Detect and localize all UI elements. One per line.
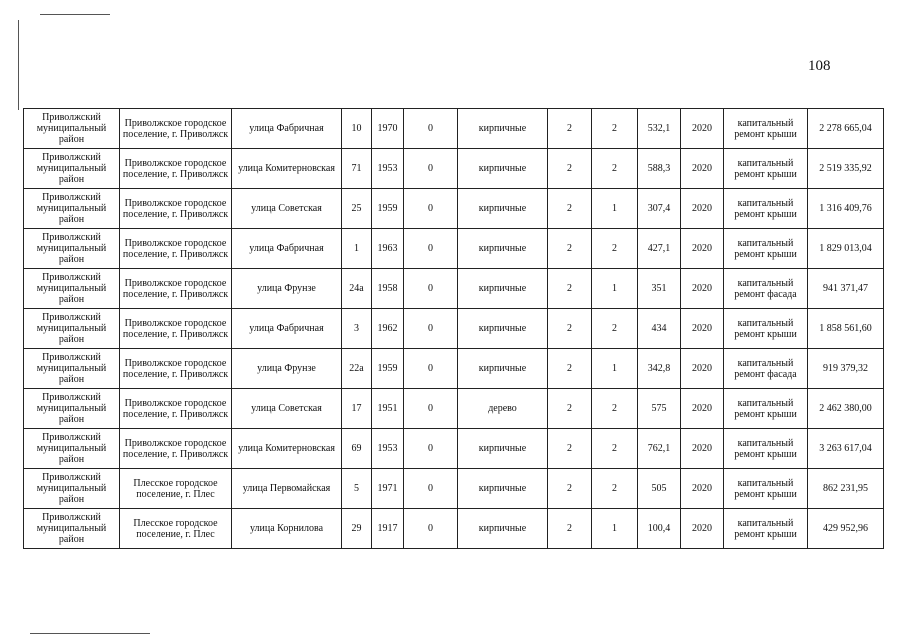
cell-floors: 2 [548, 269, 592, 309]
cell-settlement: Плесское городское поселение, г. Плес [120, 509, 232, 549]
cell-col-zero: 0 [404, 349, 458, 389]
cell-entrances: 2 [592, 229, 638, 269]
cell-col-zero: 0 [404, 229, 458, 269]
scan-line-top [40, 14, 110, 15]
cell-entrances: 2 [592, 389, 638, 429]
cell-district: Приволжский муниципальный район [24, 109, 120, 149]
cell-area: 351 [638, 269, 681, 309]
cell-settlement: Приволжское городское поселение, г. Приволжск [120, 309, 232, 349]
cell-floors: 2 [548, 509, 592, 549]
cell-cost: 941 371,47 [808, 269, 884, 309]
table-row [24, 189, 884, 229]
cell-settlement: Плесское городское поселение, г. Плес [120, 469, 232, 509]
cell-street: улица Первомайская [232, 469, 342, 509]
cell-area: 588,3 [638, 149, 681, 189]
cell-district: Приволжский муниципальный район [24, 469, 120, 509]
cell-plan-year: 2020 [681, 309, 724, 349]
cell-work-type: капитальный ремонт крыши [724, 509, 808, 549]
cell-settlement: Приволжское городское поселение, г. Приволжск [120, 389, 232, 429]
table-row [24, 389, 884, 429]
cell-work-type: капитальный ремонт крыши [724, 189, 808, 229]
cell-floors: 2 [548, 469, 592, 509]
cell-entrances: 2 [592, 109, 638, 149]
cell-district: Приволжский муниципальный район [24, 229, 120, 269]
cell-cost: 429 952,96 [808, 509, 884, 549]
table-row [24, 269, 884, 309]
table-row [24, 509, 884, 549]
cell-wall-material: кирпичные [458, 149, 548, 189]
cell-street: улица Комитерновская [232, 149, 342, 189]
cell-area: 532,1 [638, 109, 681, 149]
cell-col-zero: 0 [404, 189, 458, 229]
cell-area: 100,4 [638, 509, 681, 549]
cell-district: Приволжский муниципальный район [24, 309, 120, 349]
cell-area: 505 [638, 469, 681, 509]
cell-plan-year: 2020 [681, 509, 724, 549]
cell-district: Приволжский муниципальный район [24, 509, 120, 549]
cell-district: Приволжский муниципальный район [24, 269, 120, 309]
cell-cost: 3 263 617,04 [808, 429, 884, 469]
cell-plan-year: 2020 [681, 189, 724, 229]
cell-wall-material: кирпичные [458, 509, 548, 549]
cell-col-zero: 0 [404, 429, 458, 469]
table-row [24, 229, 884, 269]
cell-street: улица Советская [232, 389, 342, 429]
cell-col-zero: 0 [404, 389, 458, 429]
cell-area: 762,1 [638, 429, 681, 469]
cell-year-built: 1953 [372, 149, 404, 189]
cell-settlement: Приволжское городское поселение, г. Приволжск [120, 429, 232, 469]
cell-year-built: 1951 [372, 389, 404, 429]
cell-house-number: 22а [342, 349, 372, 389]
cell-settlement: Приволжское городское поселение, г. Приволжск [120, 349, 232, 389]
cell-col-zero: 0 [404, 109, 458, 149]
cell-wall-material: кирпичные [458, 469, 548, 509]
cell-wall-material: кирпичные [458, 429, 548, 469]
cell-work-type: капитальный ремонт крыши [724, 109, 808, 149]
cell-work-type: капитальный ремонт крыши [724, 149, 808, 189]
cell-street: улица Фабричная [232, 229, 342, 269]
cell-district: Приволжский муниципальный район [24, 189, 120, 229]
table-row [24, 349, 884, 389]
cell-house-number: 69 [342, 429, 372, 469]
cell-settlement: Приволжское городское поселение, г. Приволжск [120, 109, 232, 149]
cell-wall-material: кирпичные [458, 349, 548, 389]
cell-wall-material: дерево [458, 389, 548, 429]
scan-line-bottom [30, 633, 150, 634]
cell-floors: 2 [548, 229, 592, 269]
cell-house-number: 71 [342, 149, 372, 189]
page-number: 108 [808, 58, 831, 74]
cell-area: 427,1 [638, 229, 681, 269]
cell-street: улица Советская [232, 189, 342, 229]
cell-area: 575 [638, 389, 681, 429]
cell-plan-year: 2020 [681, 429, 724, 469]
table-row [24, 149, 884, 189]
cell-area: 342,8 [638, 349, 681, 389]
cell-plan-year: 2020 [681, 349, 724, 389]
cell-year-built: 1959 [372, 189, 404, 229]
cell-cost: 1 858 561,60 [808, 309, 884, 349]
cell-work-type: капитальный ремонт фасада [724, 349, 808, 389]
cell-settlement: Приволжское городское поселение, г. Приволжск [120, 189, 232, 229]
cell-house-number: 29 [342, 509, 372, 549]
cell-plan-year: 2020 [681, 389, 724, 429]
cell-street: улица Фрунзе [232, 349, 342, 389]
cell-floors: 2 [548, 389, 592, 429]
cell-house-number: 3 [342, 309, 372, 349]
cell-plan-year: 2020 [681, 469, 724, 509]
cell-plan-year: 2020 [681, 109, 724, 149]
cell-cost: 1 829 013,04 [808, 229, 884, 269]
cell-work-type: капитальный ремонт крыши [724, 469, 808, 509]
cell-street: улица Фабричная [232, 309, 342, 349]
cell-street: улица Комитерновская [232, 429, 342, 469]
housing-repair-table [23, 108, 884, 549]
cell-col-zero: 0 [404, 469, 458, 509]
cell-wall-material: кирпичные [458, 229, 548, 269]
table-row [24, 109, 884, 149]
cell-cost: 2 278 665,04 [808, 109, 884, 149]
cell-entrances: 1 [592, 269, 638, 309]
scan-line-left [18, 20, 19, 110]
cell-entrances: 2 [592, 429, 638, 469]
cell-entrances: 2 [592, 469, 638, 509]
cell-house-number: 10 [342, 109, 372, 149]
cell-entrances: 2 [592, 149, 638, 189]
cell-wall-material: кирпичные [458, 309, 548, 349]
cell-plan-year: 2020 [681, 269, 724, 309]
cell-settlement: Приволжское городское поселение, г. Приволжск [120, 269, 232, 309]
cell-floors: 2 [548, 429, 592, 469]
cell-year-built: 1971 [372, 469, 404, 509]
cell-year-built: 1953 [372, 429, 404, 469]
cell-work-type: капитальный ремонт крыши [724, 389, 808, 429]
cell-year-built: 1917 [372, 509, 404, 549]
cell-district: Приволжский муниципальный район [24, 429, 120, 469]
cell-house-number: 24а [342, 269, 372, 309]
cell-wall-material: кирпичные [458, 189, 548, 229]
cell-area: 434 [638, 309, 681, 349]
cell-work-type: капитальный ремонт крыши [724, 429, 808, 469]
cell-district: Приволжский муниципальный район [24, 389, 120, 429]
cell-settlement: Приволжское городское поселение, г. Приволжск [120, 229, 232, 269]
cell-cost: 919 379,32 [808, 349, 884, 389]
cell-plan-year: 2020 [681, 149, 724, 189]
cell-col-zero: 0 [404, 509, 458, 549]
cell-work-type: капитальный ремонт крыши [724, 229, 808, 269]
cell-wall-material: кирпичные [458, 269, 548, 309]
table-row [24, 429, 884, 469]
cell-floors: 2 [548, 189, 592, 229]
cell-area: 307,4 [638, 189, 681, 229]
cell-year-built: 1970 [372, 109, 404, 149]
cell-street: улица Фабричная [232, 109, 342, 149]
cell-cost: 1 316 409,76 [808, 189, 884, 229]
cell-cost: 862 231,95 [808, 469, 884, 509]
cell-house-number: 5 [342, 469, 372, 509]
cell-plan-year: 2020 [681, 229, 724, 269]
cell-house-number: 17 [342, 389, 372, 429]
cell-col-zero: 0 [404, 149, 458, 189]
cell-settlement: Приволжское городское поселение, г. Приволжск [120, 149, 232, 189]
cell-floors: 2 [548, 149, 592, 189]
cell-entrances: 1 [592, 349, 638, 389]
cell-floors: 2 [548, 309, 592, 349]
cell-district: Приволжский муниципальный район [24, 349, 120, 389]
table-row [24, 469, 884, 509]
cell-wall-material: кирпичные [458, 109, 548, 149]
cell-cost: 2 519 335,92 [808, 149, 884, 189]
cell-floors: 2 [548, 349, 592, 389]
cell-col-zero: 0 [404, 309, 458, 349]
cell-street: улица Фрунзе [232, 269, 342, 309]
cell-year-built: 1959 [372, 349, 404, 389]
cell-entrances: 1 [592, 509, 638, 549]
cell-year-built: 1958 [372, 269, 404, 309]
cell-work-type: капитальный ремонт крыши [724, 309, 808, 349]
cell-house-number: 25 [342, 189, 372, 229]
cell-year-built: 1963 [372, 229, 404, 269]
cell-floors: 2 [548, 109, 592, 149]
cell-entrances: 2 [592, 309, 638, 349]
cell-col-zero: 0 [404, 269, 458, 309]
table-row [24, 309, 884, 349]
cell-year-built: 1962 [372, 309, 404, 349]
cell-street: улица Корнилова [232, 509, 342, 549]
cell-entrances: 1 [592, 189, 638, 229]
cell-work-type: капитальный ремонт фасада [724, 269, 808, 309]
cell-district: Приволжский муниципальный район [24, 149, 120, 189]
cell-house-number: 1 [342, 229, 372, 269]
cell-cost: 2 462 380,00 [808, 389, 884, 429]
